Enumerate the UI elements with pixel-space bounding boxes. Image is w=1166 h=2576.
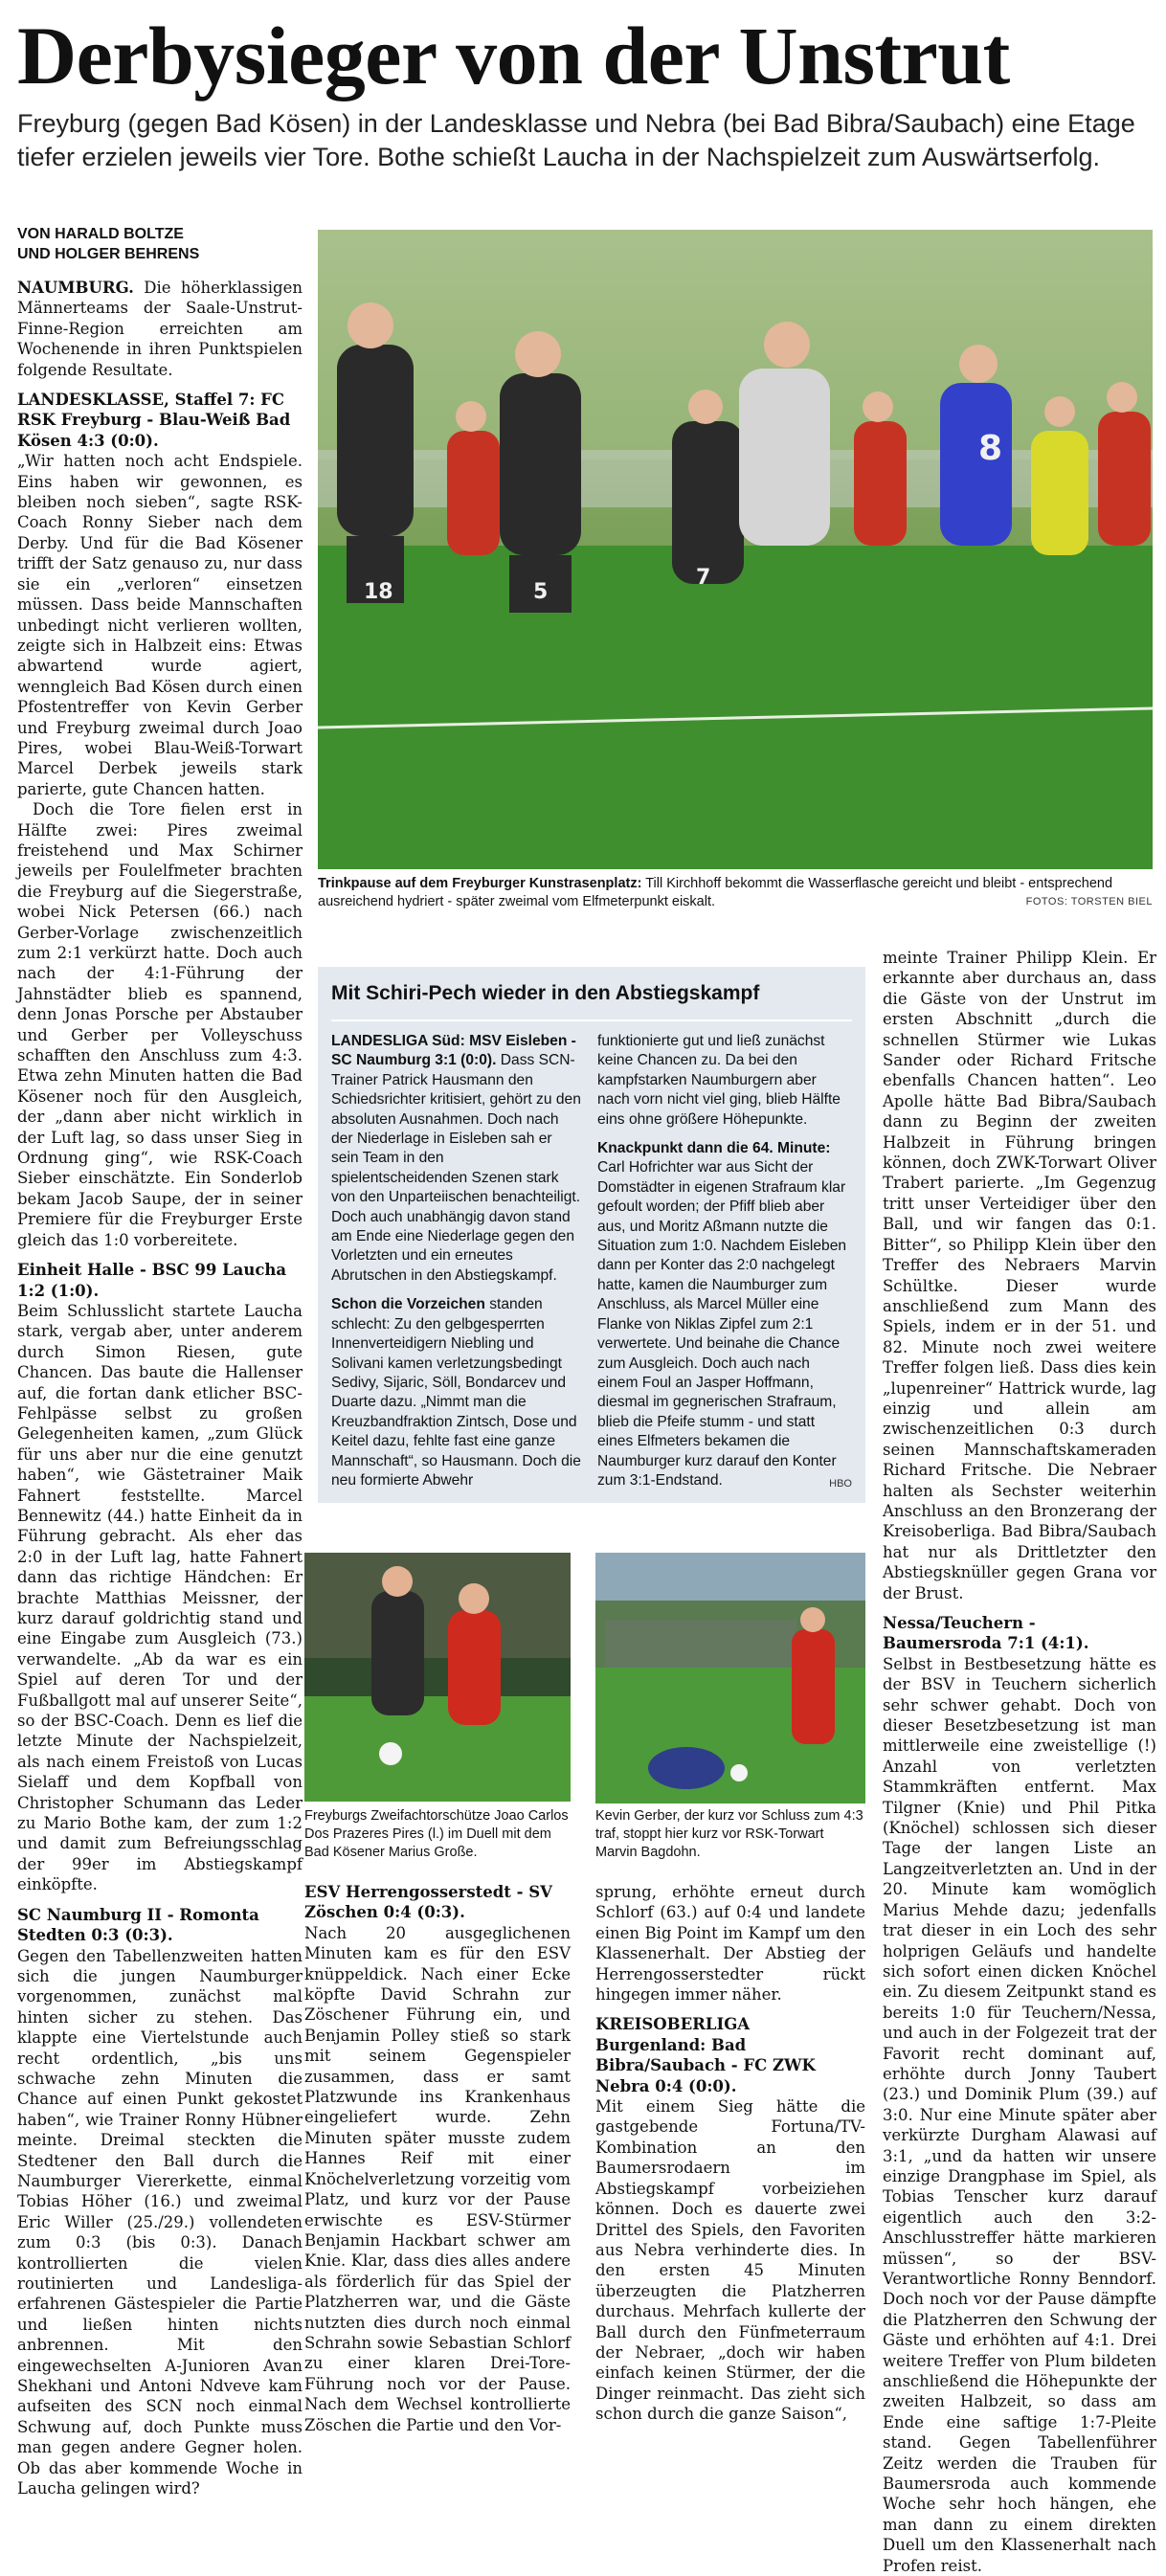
box-paragraph: funktionierte gut und ließ zunächst keine Chancen zu. Da bei den kampfstarken Naumburgern aber nach vorn nicht viel ging, blieb Hälfte eins ohne größere Höhepunkte. [597, 1033, 841, 1128]
photo-gerber-caption [595, 1807, 865, 1862]
paragraph: meinte Trainer Philipp Klein. Er erkannte aber durchaus an, dass die Gäste von der Unstrut im ersten Abschnitt „durch die schnellen Stürmer wie Lukas Sander oder Richard Fritsche ebenfalls Chancen hatten“. Leo Apolle hätte Bad Bibra/Saubach dann zu Beginn der zweiten Halbzeit in Führung bringen können, doch ZWK-Torwart Oliver Trabert parierte. „Im Gegenzug tritt unser Verteidiger über den Ball, und wir fangen das 0:1. Bitter“, so Philipp Klein über den Treffer des Nebraers Marvin Schültke. Dieser wurde anschließend zum Mann des Spiels, indem er in der 51. und 82. Minute noch zwei weitere Treffer folgen ließ. Dass dies kein „lupenreiner“ Hattrick wurde, lag einzig und allein am zwischenzeitlichen 0:3 durch seinen Mannschaftskameraden Richard Fritsche. Die Nebraer halten als Sechster weiterhin Anschluss an den Bronzerang der Kreisoberliga. Bad Bibra/Saubach hat nur als Drittletzter den Abstiegsknüller gegen Grana vor der Brust. [883, 949, 1156, 1602]
main-photo-image [318, 230, 1153, 869]
box-lead-bold: LANDESLIGA Süd: MSV Eisleben - SC Naumburg 3:1 (0:0). [331, 1033, 576, 1069]
subhead-esv-zoeschen: ESV Herrengosserstedt - SV Zöschen 0:4 (0:3). [304, 1883, 552, 1922]
subhead-landesklasse: LANDESKLASSE, Staffel 7: FC RSK Freyburg - Blau-Weiß Bad Kösen 4:3 (0:0). [17, 391, 291, 450]
paragraph: Gegen den Tabellenzweiten hatten sich die jungen Naumburger vorgenommen, zunächst mal hinten sicher zu stehen. Das klappte eine Viertelstunde auch recht ordentlich, „bis uns schwache zehn Minuten die Chance auf einen Punkt gekostet haben“, wie Trainer Ronny Hübner meinte. Dreimal steckten die Stedtener den Ball durch die Naumburger Viererkette, einmal Tobias Höher (16.) und zweimal Eric Willer (25./29.) vollendeten zum 0:3 (bis 0:3). Danach kontrollierten die vielen routinierten und Landesliga-erfahrenen Gästespieler die Partie und ließen hinten nichts anbrennen. Mit den eingewechselten A-Junioren Avan Shekhani und Antoni Ndveve kam aufseiten des SCN noch einmal Schwung auf, doch Punkte muss man gegen andere Gegner holen. Ob das aber kommende Woche in Laucha gelingen wird? [17, 1946, 303, 2498]
box-paragraph [331, 1032, 582, 1286]
box-column-1 [331, 1032, 582, 1500]
main-photo-caption [318, 875, 1153, 911]
byline [17, 224, 303, 264]
headline: Derbysieger von der Unstrut [17, 10, 1010, 101]
paragraph: Beim Schlusslicht startete Laucha stark, vergab aber, unter anderem durch Simon Riesen, gute Chancen. Das baute die Hallenser auf, die fortan dank etlicher BSC-Fehlpässe selbst zu großen Gelegenheiten kamen, „zum Glück für uns aber nur die eine genutzt haben“, wie Gästetrainer Maik Fahnert feststellte. Marcel Bennewitz (44.) hatte Einheit da in Führung gebracht. Als eher das 2:0 in der Luft lag, hatte Fahnert dann das richtige Händchen: Er brachte Matthias Meissner, der kurz darauf goldrichtig stand und eine Eingabe zum Ausgleich (73.) verwandelte. „Ab da war es ein Spiel auf deren Tor und der Fußballgott mal auf unserer Seite“, so der BSC-Coach. Denn es lief die letzte Minute der Nachspielzeit, als nach einem Freistoß von Lucas Sielaff und dem Kopfball von Christopher Schumann das Leder zu Mario Bothe kam, der zum 1:2 und damit zum Befreiungsschlag der 99er im Abstiegskampf einköpfte. [17, 1301, 303, 1894]
sidebar-box [318, 967, 865, 1503]
photo-gerber [595, 1553, 865, 1803]
caption-text: im Duell mit dem Bad Kösener Marius Große. [304, 1826, 551, 1860]
paragraph: Selbst in Bestbesetzung hätte es der BSV in Teuchern sicherlich sehr schwer gehabt. Doch von dieser Besetzbesetzung ist man mittlerweile eine zweistellige (!) Anzahl von verletzten Stammkräften entfernt. Max Tilgner (Knie) und Phil Pitka (Knöchel) schlossen sich dieser Tage der langen Liste an Langzeitverletzten an. Und in der 20. Minute kam womöglich Marius Mehde dazu; jedenfalls trat dieser in ein Loch des sehr holprigen Geläufs und handelte sich sofort einen dicken Knöchel ein. Zu diesem Zeitpunkt stand es bereits 1:0 für Teuchern/Nessa, und auch in der Folgezeit trat der Favorit recht dominant auf, erhöhte durch Jonny Taubert (23.) und Dominik Plum (39.) auf 3:0. Nur eine Minute später aber verkürzte Durgham Alawasi auf 3:1, „und da hatten wir unsere einzige Drangphase im Spiel, als Tobias Tenscher kurz darauf eigentlich auch den 3:2-Anschlusstreffer hätte markieren müssen“, so der BSV-Verantwortliche Ronny Benndorf. Doch noch vor der Pause dämpfte die Platzherren den Schwung der Gäste und erhöhten auf 4:1. Drei weitere Treffer von Plum bildeten anschließend die Höhepunkte der zweiten Halbzeit, so dass am Ende eine saftige 1:7-Pleite stand. Gegen Tabellenführer Zeitz werden die Trauben für Baumersroda auch kommende Woche sehr hoch hängen, ehe man dann zu einem direkten Duell um den Klassenerhalt nach Profen reist. [883, 1654, 1156, 2575]
article-deck: Freyburg (gegen Bad Kösen) in der Landesklasse und Nebra (bei Bad Bibra/Saubach) eine Etage tiefer erzielen jeweils vier Tore. Bothe schießt Laucha in der Nachspielzeit zum Auswärtserfolg. [17, 109, 1135, 171]
box-text: standen schlecht: Zu den gelbgesperrten Innenverteidigern Niebling und Solivani kamen verletzungsbedingt Sedivy, Sijaric, Söll, Bondarcev und Duarte dazu. „Nimmt man die Kreuzbandfraktion Zintsch, Dose und Keitel dazu, fehlte fast eine ganze Mannschaft“, so Hausmann. Doch die neu formierte Abwehr [331, 1296, 581, 1489]
column-3-bottom [595, 1882, 865, 2425]
photo-credit: FOTOS: TORSTEN BIEL [1025, 896, 1153, 907]
dateline: NAUMBURG. [17, 279, 134, 297]
caption-text: Kevin Gerber, [595, 1808, 681, 1824]
box-lead-text: Dass SCN-Trainer Patrick Hausmann den Schiedsrichter kritisiert, gehört zu den absoluten Ausnahmen. Doch nach der Niederlage in Eisleben sah er sein Team in den spielentscheidenden Szenen stark von den Unparteiischen benachteiligt. Doch auch unabhängig davon stand am Ende eine Niederlage gegen den Vorletzten und ein erneutes Abrutschen in den Abstiegskampf. [331, 1052, 581, 1284]
jersey-number: 18 [364, 580, 393, 604]
box-text: Carl Hofrichter war aus Sicht der Domstädter in eigenen Strafraum klar gefoult worden; der Pfiff blieb aber aus, und Moritz Aßmann nutzte die Situation zum 1:0. Nachdem Eisleben dann per Konter das 2:0 nachgelegt hatte, kamen die Naumburger zum Anschluss, als Marcel Müller eine Flanke von Niklas Zipfel zum 2:1 verwertete. Und beinahe die Chance zum Ausgleich. Doch auch nach einem Foul an Jasper Hoffmann, diesmal im gegnerischen Strafraum, blieb die Pfeife stumm - und statt eines Elfmeters bekamen die Naumburger kurz darauf den Konter zum 3:1-Endstand. [597, 1159, 847, 1489]
caption-text: der kurz vor Schluss zum 4:3 traf, stoppt hier kurz vor RSK-Torwart Marvin Bagdohn. [595, 1808, 863, 1860]
box-paragraph [331, 1295, 582, 1490]
paragraph: sprung, erhöhte erneut durch Schlorf (63.) auf 0:4 und landete einen Big Point im Kampf um den Klassenerhalt. Der Abstieg der Herrengosserstedter rückt hingegen immer näher. [595, 1883, 865, 2005]
paragraph: Nach 20 ausgeglichenen Minuten kam es für den ESV knüppeldick. Nach einer Ecke köpfte David Schrahn zur Zöschener Führung ein, und Benjamin Polley stieß so stark mit seinem Gegenspieler zusammen, dass er samt Platzwunde ins Krankenhaus eingeliefert wurde. Zehn Minuten später musste zudem Hannes Reif mit einer Knöchelverletzung vorzeitig vom Platz, und kurz vor der Pause erwischte es ESV-Stürmer Benjamin Hackbart schwer am Knie. Klar, dass dies alles andere als förderlich für das Spiel der Platzherren war, und die Gäste nutzten dies durch noch einmal Schrahn sowie Sebastian Schlorf zu einer klaren Drei-Tore-Führung noch vor der Pause. Nach dem Wechsel kontrollierte Zöschen die Partie und den Vor- [304, 1923, 571, 2434]
column-4 [883, 948, 1156, 2576]
subhead-nessa-baumersroda: Nessa/Teuchern - Baumersroda 7:1 (4:1). [883, 1614, 1089, 1653]
box-signature: HBO [829, 1478, 852, 1490]
jersey-number: 7 [696, 566, 711, 590]
box-paragraph [597, 1139, 852, 1490]
main-photo [318, 230, 1153, 869]
box-divider [331, 1019, 852, 1021]
photo-duel-image [304, 1553, 571, 1802]
caption-bold: Trinkpause auf dem Freyburger Kunstrasenplatz: [318, 876, 642, 891]
subhead-kreisoberliga: KREISOBERLIGA Burgenland: Bad Bibra/Saubach - FC ZWK Nebra 0:4 (0:0). [595, 2015, 816, 2095]
paragraph: „Wir hatten noch acht Endspiele. Eins haben wir gewonnen, es bleiben noch sieben“, sagte RSK-Coach Ronny Sieber nach dem Derby. Und für die Bad Kösener trifft der Satz genauso zu, nur dass sie ein „verloren“ einsetzen müssen. Dass beide Mannschaften unbedingt nicht verlieren wollten, zeigte sich in Halbzeit eins: Etwas abwartend wurde agiert, wenngleich Bad Kösen durch einen Pfostentreffer von Kevin Gerber und Freyburg zweimal durch Joao Pires, wobei Blau-Weiß-Torwart Marcel Derbek jeweils stark parierte, gute Chancen hatten. [17, 452, 303, 798]
column-2-bottom [304, 1882, 571, 2435]
jersey-number: 5 [533, 580, 549, 604]
intro-text: Die höherklassigen Männerteams der Saale-Unstrut-Finne-Region erreichten am Wochenende in ihren Punktspielen folgende Resultate. [17, 279, 303, 379]
caption-text: Freyburgs Zweifachtorschütze Joao Carlos Dos Prazeres Pires (l.) [304, 1808, 569, 1842]
paragraph: Mit einem Sieg hätte die gastgebende Fortuna/TV-Kombination an den Baumersrodaern im Abstiegskampf vorbeiziehen können. Doch es dauerte zwei Drittel des Spiels, den Favoriten aus Nebra verhinderte dies. In den ersten 45 Minuten überzeugten die Platzherren durchaus. Mehrfach kullerte der Ball durch den Fünfmeterraum der Nebraer, „doch wir haben einfach keinen Stürmer, der die Dinger reinmacht. Das zieht sich schon durch die ganze Saison“, [595, 2097, 865, 2424]
byline-author-2: UND HOLGER BEHRENS [17, 246, 200, 262]
intro-paragraph [17, 278, 303, 380]
box-bold: Knackpunkt dann die 64. Minute: [597, 1140, 831, 1157]
box-bold: Schon die Vorzeichen [331, 1296, 485, 1313]
photo-gerber-image [595, 1553, 865, 1803]
box-column-2 [597, 1032, 852, 1500]
caption-text: Till Kirchhoff bekommt die Wasserflasche gereicht und bleibt - entsprechend ausreichend hydriert - später zweimal vom Elfmeterpunkt eiskalt. [318, 876, 1113, 909]
box-title: Mit Schiri-Pech wieder in den Abstiegskampf [331, 982, 760, 1004]
photo-duel [304, 1553, 571, 1802]
byline-author-1: VON HARALD BOLTZE [17, 226, 184, 242]
column-1 [17, 224, 303, 2498]
photo-duel-caption [304, 1807, 571, 1862]
subhead-naumburg-stedten: SC Naumburg II - Romonta Stedten 0:3 (0:3). [17, 1905, 259, 1945]
subhead-halle-laucha: Einheit Halle - BSC 99 Laucha 1:2 (1:0). [17, 1261, 287, 1300]
jersey-number: 8 [978, 429, 1003, 468]
paragraph: Doch die Tore fielen erst in Hälfte zwei: Pires zweimal freistehend und Max Schirner jeweils per Foulelfmeter brachten die Freyburg auf die Siegerstraße, wobei Nick Petersen (66.) nach Gerber-Vorlage zwischenzeitlich zum 2:1 verkürzt hatte. Doch auch nach der 4:1-Führung der Jahnstädter blieb es spannend, denn Jonas Porsche per Abstauber und Gerber per Volleyschuss schafften den Anschluss zum 4:3. Etwa zehn Minuten hatten die Bad Kösener noch für den Ausgleich, der „dann aber nicht wirklich in der Luft lag, so dass unser Sieg in Ordnung ging“, wie RSK-Coach Sieber einschätzte. Ein Sonderlob bekam Jacob Saupe, der in seiner Premiere für die Freyburger Erste gleich das 1:0 vorbereitete. [17, 800, 303, 1249]
